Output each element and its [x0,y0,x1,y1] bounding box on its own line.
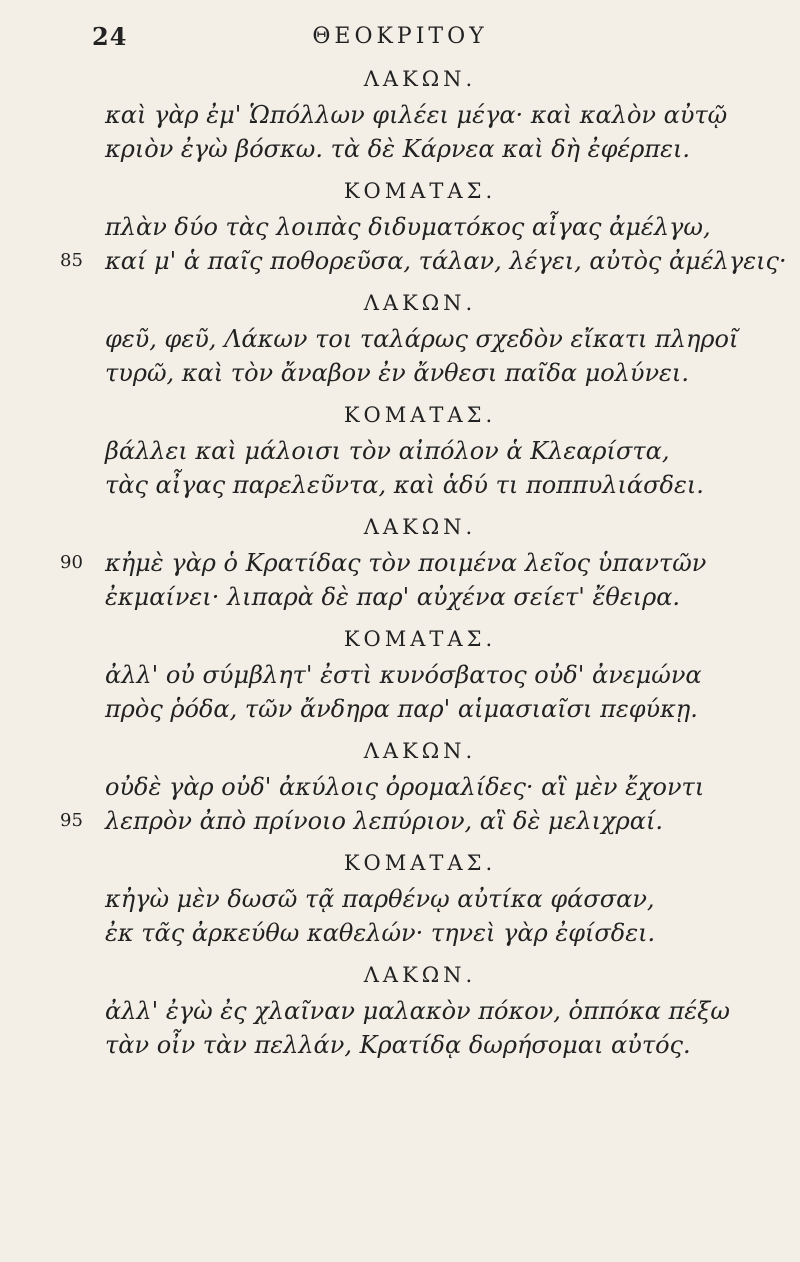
verse-line [0,468,800,502]
verse-text: κἠγὼ μὲν δωσῶ τᾷ παρθένῳ αὐτίκα φάσσαν, [105,885,655,913]
verse-line [0,322,800,356]
verse-text: καί μ' ἁ παῖς ποθορεῦσα, τάλαν, λέγει, αὐτὸς ἀμέλγεις· [105,247,787,275]
verse-text: ἀλλ' οὐ σύμβλητ' ἐστὶ κυνόσβατος οὐδ' ἀνεμώνα [105,661,702,689]
verse-text: κἠμὲ γὰρ ὁ Κρατίδας τὸν ποιμένα λεῖος ὑπαντῶν [105,549,707,577]
speaker-heading: ΛΑΚΩΝ. [363,739,477,763]
verse-text: τυρῶ, καὶ τὸν ἄναβον ἐν ἄνθεσι παῖδα μολύνει. [105,359,689,387]
speaker-heading: ΚΟΜΑΤΑΣ. [343,179,497,203]
verse-line [0,692,800,726]
verse-text: φεῦ, φεῦ, Λάκων τοι ταλάρως σχεδὸν εἴκατι πληροῖ [105,325,739,353]
verse-text: ἐκ τᾶς ἀρκεύθω καθελών· τηνεὶ γὰρ ἐφίσδει. [105,919,656,947]
verse-line [0,132,800,166]
line-number: 85 [60,250,83,271]
verse-text: ἐκμαίνει· λιπαρὰ δὲ παρ' αὐχένα σείετ' ἔθειρα. [105,583,681,611]
verse-text: βάλλει καὶ μάλοισι τὸν αἰπόλον ἁ Κλεαρίστα, [105,437,670,465]
speaker-heading: ΚΟΜΑΤΑΣ. [343,627,497,651]
speaker-heading: ΛΑΚΩΝ. [363,515,477,539]
speaker-heading: ΛΑΚΩΝ. [363,291,477,315]
line-number: 95 [60,810,83,831]
page-header [0,22,800,52]
verse-text: λεπρὸν ἀπὸ πρίνοιο λεπύριον, αἳ δὲ μελιχραί. [105,807,663,835]
speaker-heading: ΛΑΚΩΝ. [363,963,477,987]
speaker-heading: ΚΟΜΑΤΑΣ. [343,851,497,875]
verse-line [0,356,800,390]
verse-line [0,546,800,580]
verse-text: τὰς αἶγας παρελεῦντα, καὶ ἁδύ τι ποππυλιάσδει. [105,471,704,499]
line-number: 90 [60,552,83,573]
verse-text: τὰν οἶν τὰν πελλάν, Κρατίδᾳ δωρήσομαι αὐτός. [105,1031,691,1059]
verse-text: ἀλλ' ἐγὼ ἐς χλαῖναν μαλακὸν πόκον, ὁππόκα πέξω [105,997,730,1025]
verse-line [0,210,800,244]
running-title: ΘΕΟΚΡΙΤΟΥ [312,24,488,49]
speaker-heading: ΚΟΜΑΤΑΣ. [343,403,497,427]
verse-line [0,658,800,692]
speaker-heading: ΛΑΚΩΝ. [363,67,477,91]
verse-line [0,244,800,278]
verse-line [0,580,800,614]
poem-text [0,60,800,1062]
verse-line [0,994,800,1028]
verse-line [0,434,800,468]
verse-line [0,98,800,132]
verse-line [0,882,800,916]
page-number: 24 [92,22,128,51]
verse-line [0,770,800,804]
verse-text: οὐδὲ γὰρ οὐδ' ἀκύλοις ὀρομαλίδες· αἳ μὲν ἔχοντι [105,773,705,801]
verse-text: πρὸς ῥόδα, τῶν ἄνδηρα παρ' αἱμασιαῖσι πεφύκῃ. [105,695,698,723]
verse-line [0,804,800,838]
verse-text: πλὰν δύο τὰς λοιπὰς διδυματόκος αἶγας ἀμέλγω, [105,213,711,241]
verse-line [0,1028,800,1062]
verse-line [0,916,800,950]
verse-text: κριὸν ἐγὼ βόσκω. τὰ δὲ Κάρνεα καὶ δὴ ἐφέρπει. [105,135,691,163]
verse-text: καὶ γὰρ ἐμ' Ὡπόλλων φιλέει μέγα· καὶ καλὸν αὐτῷ [105,101,728,129]
